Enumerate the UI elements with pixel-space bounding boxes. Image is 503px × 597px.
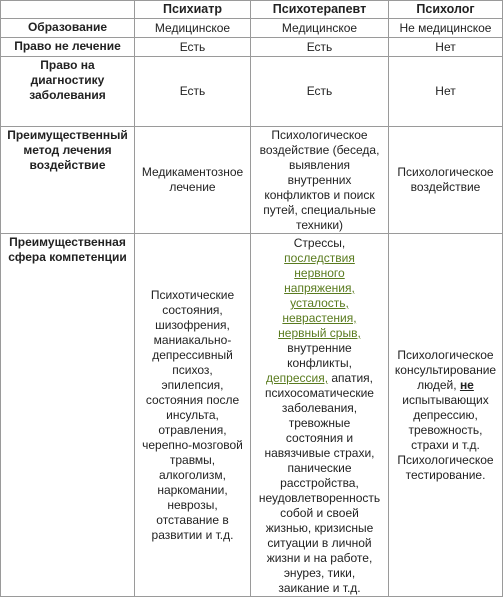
header-row xyxy=(1,1,503,19)
cell-education-psychiatrist: Медицинское xyxy=(135,19,251,38)
cell-method-psychologist xyxy=(389,127,503,234)
cell-education-psychotherapist: Медицинское xyxy=(251,19,389,38)
row-label-competence xyxy=(1,234,135,597)
cell-line: испытывающих xyxy=(402,392,489,407)
cell-line: заболевания, xyxy=(281,401,358,415)
cell-line: Психологическое xyxy=(271,128,368,142)
row-label-diagnosis-right xyxy=(1,57,135,127)
cell-line: конфликты, xyxy=(287,356,352,370)
cell-line: тревожные xyxy=(288,416,351,430)
row-method xyxy=(1,127,503,234)
cell-line: собой и своей xyxy=(280,506,359,520)
label-line: Преимущественный xyxy=(7,128,128,142)
cell-line: состояния, xyxy=(162,302,223,317)
label-line: диагностику xyxy=(30,73,105,87)
label-line: воздействие xyxy=(29,158,106,172)
row-competence xyxy=(1,234,503,597)
cell-line: Стрессы, xyxy=(293,236,346,250)
cell-line: консультирование xyxy=(394,362,497,377)
cell-line: энурез, тики, xyxy=(283,566,356,580)
header-empty xyxy=(1,1,135,19)
cell-line: неврозы, xyxy=(167,497,218,512)
cell-line: развитии и т.д. xyxy=(151,527,234,542)
link-consequences[interactable]: последствия xyxy=(284,251,355,265)
cell-treatment-psychiatrist: Есть xyxy=(135,38,251,57)
row-label-treatment-right: Право не лечение xyxy=(1,38,135,57)
cell-line: навязчивые страхи, xyxy=(264,446,375,460)
cell-line: алкоголизм, xyxy=(158,467,227,482)
header-psychotherapist: Психотерапевт xyxy=(251,1,389,19)
label-line: сфера компетенции xyxy=(8,250,127,264)
cell-diagnosis-psychologist: Нет xyxy=(389,57,503,127)
cell-line: жизнью, кризисные xyxy=(265,521,374,535)
label-line: Преимущественная xyxy=(9,235,126,249)
cell-line: Психологическое xyxy=(397,452,494,467)
cell-line: маниакально- xyxy=(153,332,232,347)
cell-line: состояния и xyxy=(285,431,354,445)
cell-diagnosis-psychiatrist: Есть xyxy=(135,57,251,127)
link-depression[interactable]: депрессия, xyxy=(265,371,329,385)
link-tension[interactable]: напряжения, xyxy=(284,281,355,295)
cell-line: эпилепсия, xyxy=(161,377,224,392)
cell-line: воздействие (беседа, xyxy=(259,143,380,157)
cell-line: состояния после xyxy=(145,392,240,407)
cell-line: заикание и т.д. xyxy=(278,581,361,595)
cell-line: внутренние xyxy=(287,341,352,355)
cell-line: страхи и т.д. xyxy=(411,437,480,452)
row-label-education: Образование xyxy=(1,19,135,38)
cell-line: техники) xyxy=(295,218,344,232)
cell-competence-psychiatrist xyxy=(135,234,251,597)
label-line: метод лечения xyxy=(23,143,112,157)
cell-line: ситуации в личной xyxy=(267,536,372,550)
cell-method-psychotherapist xyxy=(251,127,389,234)
cell-line: неудовлетворенность xyxy=(258,491,381,505)
cell-line: депрессию, xyxy=(413,407,478,422)
cell-line: наркомании, xyxy=(157,482,228,497)
cell-line: психоз, xyxy=(172,362,213,377)
cell-method-psychiatrist xyxy=(135,127,251,234)
cell-line: черепно-мозговой xyxy=(142,437,243,452)
cell-line: отравления, xyxy=(158,422,227,437)
link-neurasthenia[interactable]: неврастения, xyxy=(282,311,357,325)
link-fatigue[interactable]: усталость, xyxy=(290,296,349,310)
cell-education-psychologist: Не медицинское xyxy=(389,19,503,38)
cell-line: отставание в xyxy=(156,512,229,527)
cell-line: расстройства, xyxy=(280,476,359,490)
cell-line: травмы, xyxy=(169,452,216,467)
row-treatment-right xyxy=(1,38,503,57)
emphasis-not: не xyxy=(459,377,474,392)
header-psychiatrist: Психиатр xyxy=(135,1,251,19)
cell-line: депрессивный xyxy=(152,347,233,362)
label-line: заболевания xyxy=(29,88,106,102)
cell-line: лечение xyxy=(169,180,216,194)
cell-line: психосоматические xyxy=(265,386,374,400)
label-line: Право на xyxy=(40,58,95,72)
cell-line: внутренних xyxy=(287,173,352,187)
cell-line: Психологическое xyxy=(397,347,494,362)
cell-diagnosis-psychotherapist: Есть xyxy=(251,57,389,127)
cell-line: Психотические xyxy=(150,287,235,302)
link-nervous-breakdown[interactable]: нервный срыв, xyxy=(278,326,361,340)
row-diagnosis-right xyxy=(1,57,503,127)
cell-line: жизни и на работе, xyxy=(266,551,373,565)
cell-fragment: апатия, xyxy=(328,371,373,385)
cell-line: воздействие xyxy=(410,180,481,194)
cell-treatment-psychologist: Нет xyxy=(389,38,503,57)
cell-line: Психологическое xyxy=(397,165,494,179)
cell-line: инсульта, xyxy=(166,407,219,422)
cell-line: панические xyxy=(287,461,352,475)
cell-line: путей, специальные xyxy=(263,203,376,217)
header-psychologist: Психолог xyxy=(389,1,503,19)
cell-fragment: людей, xyxy=(417,377,460,392)
cell-line: выявления xyxy=(288,158,351,172)
cell-line: Медикаментозное xyxy=(141,165,244,179)
cell-line: тревожность, xyxy=(408,422,483,437)
row-education xyxy=(1,19,503,38)
cell-treatment-psychotherapist: Есть xyxy=(251,38,389,57)
cell-line: тестирование. xyxy=(405,467,486,482)
link-nervous[interactable]: нервного xyxy=(294,266,345,280)
cell-competence-psychotherapist xyxy=(251,234,389,597)
cell-competence-psychologist xyxy=(389,234,503,597)
cell-line: конфликтов и поиск xyxy=(264,188,375,202)
cell-line: шизофрения, xyxy=(155,317,230,332)
row-label-method xyxy=(1,127,135,234)
